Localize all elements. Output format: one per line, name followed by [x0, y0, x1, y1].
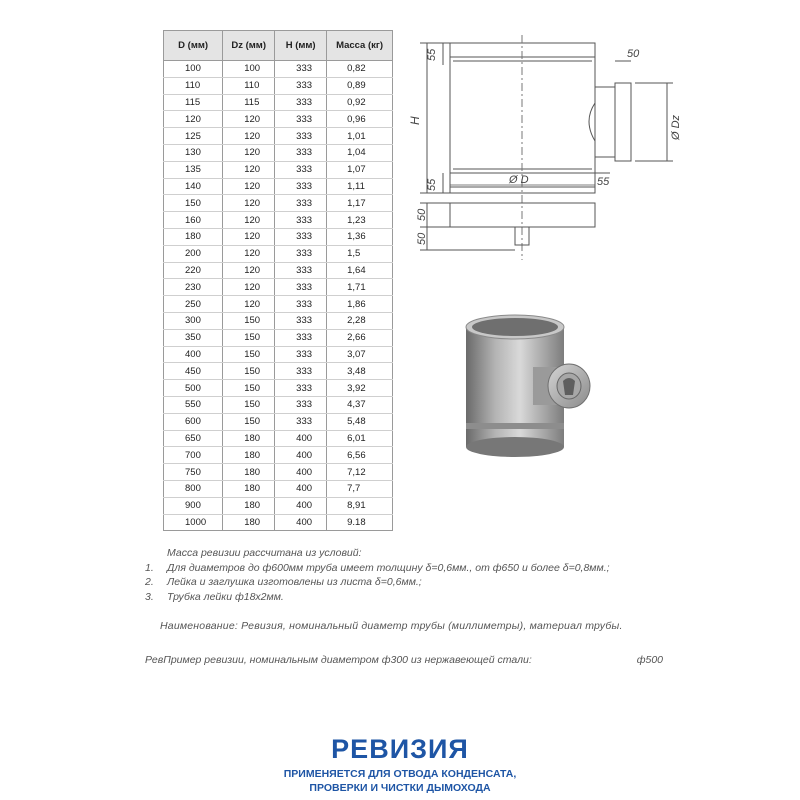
table-row [164, 161, 393, 178]
table-cell: 220 [164, 262, 223, 279]
table-cell: 6,01 [327, 430, 393, 447]
table-cell: 135 [164, 161, 223, 178]
table-cell: 333 [275, 195, 327, 212]
table-cell: 7,7 [327, 480, 393, 497]
table-cell: 0,82 [327, 61, 393, 78]
table-cell: 150 [223, 396, 275, 413]
dim-h: H [408, 116, 422, 125]
table-row [164, 245, 393, 262]
table-row [164, 413, 393, 430]
table-cell: 1,23 [327, 212, 393, 229]
table-cell: 9.18 [327, 514, 393, 531]
table-cell: 180 [223, 514, 275, 531]
table-body [164, 61, 393, 531]
table-row [164, 346, 393, 363]
table-cell: 120 [223, 262, 275, 279]
table-cell: 125 [164, 128, 223, 145]
table-cell: 1,11 [327, 178, 393, 195]
table-cell: 115 [164, 94, 223, 111]
table-cell: 120 [223, 178, 275, 195]
example-text: РевПример ревизии, номинальным диаметром ф300 из нержавеющей стали: [145, 653, 532, 666]
table-row [164, 61, 393, 78]
table-cell: 180 [223, 464, 275, 481]
dim-50-side: 50 [627, 48, 640, 60]
table-cell: 750 [164, 464, 223, 481]
table-row [164, 144, 393, 161]
table-cell: 100 [164, 61, 223, 78]
table-row [164, 363, 393, 380]
notes-block [145, 546, 705, 667]
table-cell: 120 [223, 144, 275, 161]
table-cell: 150 [223, 346, 275, 363]
table-cell: 180 [223, 480, 275, 497]
table-row [164, 447, 393, 464]
table-cell: 1,07 [327, 161, 393, 178]
note-number: 1. [145, 561, 154, 574]
table-cell: 650 [164, 430, 223, 447]
note-text: Для диаметров до ф600мм труба имеет толщину δ=0,6мм., от ф650 и более δ=0,8мм.; [167, 561, 610, 574]
table-cell: 120 [223, 245, 275, 262]
example-diameter: ф500 [636, 653, 663, 666]
table-cell: 900 [164, 497, 223, 514]
table-row [164, 212, 393, 229]
note-item-2 [145, 575, 705, 590]
table-cell: 400 [275, 430, 327, 447]
page-subtitle [0, 767, 800, 795]
table-cell: 350 [164, 329, 223, 346]
dim-55-right: 55 [597, 176, 610, 188]
table-cell: 1,5 [327, 245, 393, 262]
table-cell: 333 [275, 296, 327, 313]
table-cell: 120 [223, 212, 275, 229]
table-cell: 230 [164, 279, 223, 296]
table-cell: 333 [275, 346, 327, 363]
branch-outline [595, 87, 615, 157]
table-cell: 3,07 [327, 346, 393, 363]
col-header-d: D (мм) [164, 31, 223, 61]
dim-50-bottom-a: 50 [416, 208, 428, 221]
subtitle-line-1: ПРИМЕНЯЕТСЯ ДЛЯ ОТВОДА КОНДЕНСАТА, [283, 768, 517, 780]
table-cell: 160 [164, 212, 223, 229]
col-header-dz: Dz (мм) [223, 31, 275, 61]
dim-55-bottom: 55 [426, 178, 438, 191]
col-header-h: H (мм) [275, 31, 327, 61]
note-item-1 [145, 561, 705, 576]
table-cell: 5,48 [327, 413, 393, 430]
table-cell: 200 [164, 245, 223, 262]
table-cell: 2,28 [327, 312, 393, 329]
table-row [164, 396, 393, 413]
table-cell: 800 [164, 480, 223, 497]
table-cell: 600 [164, 413, 223, 430]
note-number: 3. [145, 590, 154, 603]
product-render [455, 305, 615, 465]
table-cell: 150 [223, 380, 275, 397]
table-cell: 333 [275, 396, 327, 413]
spec-table [163, 30, 393, 531]
table-row [164, 312, 393, 329]
table-cell: 8,91 [327, 497, 393, 514]
table-cell: 150 [223, 413, 275, 430]
table-cell: 333 [275, 61, 327, 78]
table-cell: 400 [275, 514, 327, 531]
table-cell: 150 [223, 329, 275, 346]
table-cell: 300 [164, 312, 223, 329]
table-cell: 180 [223, 497, 275, 514]
table-cell: 1,71 [327, 279, 393, 296]
table-cell: 333 [275, 380, 327, 397]
dim-d: Ø D [509, 174, 529, 186]
subtitle-line-2: ПРОВЕРКИ И ЧИСТКИ ДЫМОХОДА [309, 782, 491, 794]
dim-55-top: 55 [426, 48, 438, 61]
table-row [164, 195, 393, 212]
note-text: Трубка лейки ф18х2мм. [167, 590, 284, 603]
table-row [164, 464, 393, 481]
table-cell: 120 [223, 296, 275, 313]
table-cell: 110 [164, 77, 223, 94]
table-cell: 333 [275, 329, 327, 346]
table-row [164, 480, 393, 497]
table-cell: 7,12 [327, 464, 393, 481]
table-cell: 0,92 [327, 94, 393, 111]
table-cell: 130 [164, 144, 223, 161]
table-cell: 333 [275, 363, 327, 380]
table-cell: 140 [164, 178, 223, 195]
table-cell: 333 [275, 94, 327, 111]
table-row [164, 94, 393, 111]
table-cell: 110 [223, 77, 275, 94]
table-row [164, 497, 393, 514]
table-cell: 150 [164, 195, 223, 212]
table-cell: 333 [275, 161, 327, 178]
table-cell: 250 [164, 296, 223, 313]
table-cell: 333 [275, 279, 327, 296]
dim-50-bottom-b: 50 [416, 232, 428, 245]
table-cell: 2,66 [327, 329, 393, 346]
table-cell: 400 [275, 464, 327, 481]
table-cell: 120 [223, 279, 275, 296]
table-cell: 400 [275, 497, 327, 514]
table-row [164, 430, 393, 447]
table-cell: 333 [275, 262, 327, 279]
table-row [164, 262, 393, 279]
table-cell: 400 [275, 447, 327, 464]
table-cell: 1000 [164, 514, 223, 531]
col-header-mass: Масса (кг) [327, 31, 393, 61]
table-row [164, 77, 393, 94]
table-cell: 1,01 [327, 128, 393, 145]
table-cell: 120 [223, 228, 275, 245]
table-cell: 1,64 [327, 262, 393, 279]
table-cell: 700 [164, 447, 223, 464]
table-cell: 4,37 [327, 396, 393, 413]
notes-intro: Масса ревизии рассчитана из условий: [167, 547, 362, 559]
table-cell: 333 [275, 413, 327, 430]
table-cell: 500 [164, 380, 223, 397]
table-header-row [164, 31, 393, 61]
table-cell: 100 [223, 61, 275, 78]
table-cell: 180 [164, 228, 223, 245]
table-row [164, 128, 393, 145]
table-row [164, 329, 393, 346]
table-row [164, 514, 393, 531]
table-cell: 333 [275, 212, 327, 229]
dim-dz: Ø Dz [670, 114, 682, 140]
table-cell: 333 [275, 312, 327, 329]
table-cell: 0,89 [327, 77, 393, 94]
table-row [164, 228, 393, 245]
naming-convention: Наименование: Ревизия, номинальный диаметр трубы (миллиметры), материал трубы. [160, 620, 623, 632]
table-cell: 400 [164, 346, 223, 363]
table-row [164, 380, 393, 397]
table-row [164, 279, 393, 296]
table-cell: 120 [223, 111, 275, 128]
table-cell: 120 [164, 111, 223, 128]
table-cell: 3,92 [327, 380, 393, 397]
table-cell: 180 [223, 430, 275, 447]
table-cell: 333 [275, 245, 327, 262]
table-row [164, 178, 393, 195]
table-cell: 0,96 [327, 111, 393, 128]
table-cell: 1,17 [327, 195, 393, 212]
table-cell: 550 [164, 396, 223, 413]
table-cell: 120 [223, 161, 275, 178]
example-line [145, 653, 663, 668]
table-cell: 333 [275, 128, 327, 145]
note-item-3 [145, 590, 705, 605]
table-cell: 450 [164, 363, 223, 380]
table-cell: 1,86 [327, 296, 393, 313]
table-cell: 333 [275, 111, 327, 128]
table-cell: 1,36 [327, 228, 393, 245]
note-number: 2. [145, 576, 154, 588]
note-text: Лейка и заглушка изготовлены из листа δ=0,6мм.; [167, 576, 422, 588]
table-cell: 1,04 [327, 144, 393, 161]
table-cell: 400 [275, 480, 327, 497]
table-cell: 180 [223, 447, 275, 464]
page-title: РЕВИЗИЯ [331, 734, 469, 764]
table-cell: 120 [223, 128, 275, 145]
table-cell: 6,56 [327, 447, 393, 464]
table-cell: 3,48 [327, 363, 393, 380]
table-cell: 333 [275, 144, 327, 161]
table-cell: 333 [275, 77, 327, 94]
table-cell: 150 [223, 363, 275, 380]
table-cell: 333 [275, 178, 327, 195]
table-cell: 120 [223, 195, 275, 212]
table-cell: 333 [275, 228, 327, 245]
table-row [164, 111, 393, 128]
table-cell: 115 [223, 94, 275, 111]
technical-drawing [405, 35, 695, 270]
table-cell: 150 [223, 312, 275, 329]
table-row [164, 296, 393, 313]
